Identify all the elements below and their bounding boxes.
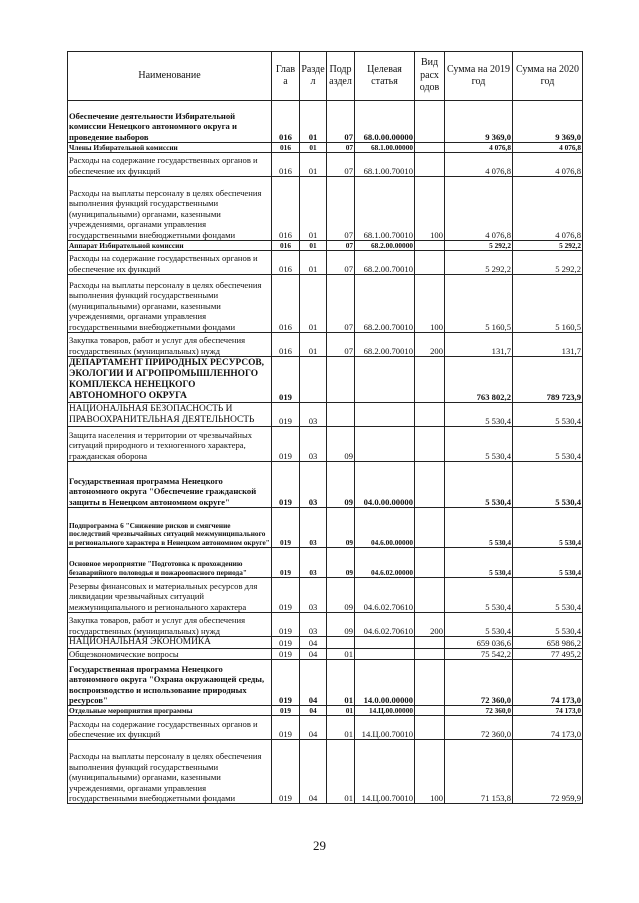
- row-vid: [415, 660, 445, 706]
- row-article: [355, 357, 415, 403]
- row-razdel: 04: [300, 740, 327, 804]
- row-podrazdel: 07: [327, 251, 355, 275]
- table-row: [68, 508, 583, 548]
- row-sum-2019: 9 369,0: [445, 101, 513, 143]
- table-row: [68, 153, 583, 177]
- row-article: 14.0.00.00000: [355, 660, 415, 706]
- row-article: 04.6.02.70610: [355, 578, 415, 613]
- row-name: Закупка товаров, работ и услуг для обеспечения государственных (муниципальных) нужд: [68, 613, 272, 637]
- header-vid: Вид расх одов: [415, 52, 445, 101]
- row-razdel: 03: [300, 403, 327, 427]
- row-name: Основное мероприятие "Подготовка к прохождению безаварийного половодья и пожароопасного периода": [68, 548, 272, 578]
- row-razdel: 04: [300, 706, 327, 716]
- row-podrazdel: 09: [327, 578, 355, 613]
- row-sum-2019: 5 530,4: [445, 462, 513, 508]
- row-sum-2019: 75 542,2: [445, 649, 513, 660]
- row-vid: [415, 241, 445, 251]
- row-article: 68.0.00.00000: [355, 101, 415, 143]
- row-vid: [415, 508, 445, 548]
- table-row: [68, 177, 583, 241]
- table-row: [68, 578, 583, 613]
- row-glava: 016: [272, 251, 300, 275]
- header-name: Наименование: [68, 52, 272, 101]
- row-article: [355, 637, 415, 649]
- row-glava: 016: [272, 241, 300, 251]
- row-sum-2019: 5 160,5: [445, 275, 513, 333]
- row-name: Закупка товаров, работ и услуг для обеспечения государственных (муниципальных) нужд: [68, 333, 272, 357]
- table-row: [68, 637, 583, 649]
- table-header-row: [68, 52, 583, 101]
- row-razdel: 03: [300, 578, 327, 613]
- row-podrazdel: [327, 357, 355, 403]
- row-vid: [415, 101, 445, 143]
- table-row: [68, 740, 583, 804]
- row-razdel: 04: [300, 716, 327, 740]
- row-podrazdel: 07: [327, 275, 355, 333]
- row-sum-2019: 5 530,4: [445, 403, 513, 427]
- row-vid: [415, 251, 445, 275]
- row-podrazdel: 07: [327, 177, 355, 241]
- row-sum-2019: 72 360,0: [445, 706, 513, 716]
- row-razdel: 01: [300, 143, 327, 153]
- row-podrazdel: [327, 403, 355, 427]
- row-vid: 200: [415, 613, 445, 637]
- row-sum-2020: 74 173,0: [513, 716, 583, 740]
- row-vid: 100: [415, 275, 445, 333]
- row-name: Расходы на содержание государственных органов и обеспечение их функций: [68, 716, 272, 740]
- row-vid: [415, 548, 445, 578]
- row-sum-2020: 5 530,4: [513, 578, 583, 613]
- row-name: Расходы на содержание государственных органов и обеспечение их функций: [68, 153, 272, 177]
- row-glava: 016: [272, 275, 300, 333]
- row-sum-2020: 5 530,4: [513, 548, 583, 578]
- row-glava: 016: [272, 333, 300, 357]
- row-glava: 016: [272, 143, 300, 153]
- table-row: [68, 275, 583, 333]
- row-vid: [415, 578, 445, 613]
- table-row: [68, 716, 583, 740]
- row-name: НАЦИОНАЛЬНАЯ БЕЗОПАСНОСТЬ И ПРАВООХРАНИТЕЛЬНАЯ ДЕЯТЕЛЬНОСТЬ: [68, 403, 272, 427]
- row-sum-2019: 72 360,0: [445, 716, 513, 740]
- row-vid: [415, 637, 445, 649]
- row-razdel: 01: [300, 101, 327, 143]
- row-podrazdel: 09: [327, 462, 355, 508]
- row-vid: [415, 716, 445, 740]
- row-podrazdel: 07: [327, 241, 355, 251]
- row-sum-2020: 72 959,9: [513, 740, 583, 804]
- table-row: [68, 143, 583, 153]
- row-razdel: 01: [300, 177, 327, 241]
- row-podrazdel: 01: [327, 740, 355, 804]
- table-row: [68, 403, 583, 427]
- header-podrazdel: Подр аздел: [327, 52, 355, 101]
- row-sum-2019: 4 076,8: [445, 177, 513, 241]
- row-glava: 019: [272, 706, 300, 716]
- row-name: НАЦИОНАЛЬНАЯ ЭКОНОМИКА: [68, 637, 272, 649]
- row-vid: [415, 427, 445, 462]
- row-vid: [415, 462, 445, 508]
- row-razdel: 03: [300, 613, 327, 637]
- row-vid: [415, 357, 445, 403]
- row-glava: 019: [272, 403, 300, 427]
- row-name: Государственная программа Ненецкого автономного округа "Охрана окружающей среды, воспроизводство и использование природных ресурсов": [68, 660, 272, 706]
- row-name: Защита населения и территории от чрезвычайных ситуаций природного и техногенного характера, гражданская оборона: [68, 427, 272, 462]
- header-sum-2019: Сумма на 2019 год: [445, 52, 513, 101]
- row-glava: 019: [272, 357, 300, 403]
- row-sum-2020: 74 173,0: [513, 660, 583, 706]
- row-razdel: [300, 357, 327, 403]
- row-article: 68.2.00.70010: [355, 333, 415, 357]
- row-sum-2019: 5 530,4: [445, 578, 513, 613]
- row-name: Расходы на выплаты персоналу в целях обеспечения выполнения функций государственными (муниципальными) органами, казенными учреждениями, органами управления государственными внебюджетными фондами: [68, 275, 272, 333]
- row-glava: 016: [272, 153, 300, 177]
- row-razdel: 03: [300, 427, 327, 462]
- header-razdel: Разде л: [300, 52, 327, 101]
- row-article: 04.0.00.00000: [355, 462, 415, 508]
- table-row: [68, 241, 583, 251]
- row-razdel: 03: [300, 462, 327, 508]
- row-name: ДЕПАРТАМЕНТ ПРИРОДНЫХ РЕСУРСОВ, ЭКОЛОГИИ И АГРОПРОМЫШЛЕННОГО КОМПЛЕКСА НЕНЕЦКОГО АВТОНОМНОГО ОКРУГА: [68, 357, 272, 403]
- row-sum-2019: 4 076,8: [445, 143, 513, 153]
- row-sum-2020: 5 530,4: [513, 427, 583, 462]
- row-razdel: 03: [300, 548, 327, 578]
- row-vid: [415, 649, 445, 660]
- row-glava: 019: [272, 716, 300, 740]
- row-article: 14.Ц.00.00000: [355, 706, 415, 716]
- row-razdel: 01: [300, 241, 327, 251]
- row-razdel: 01: [300, 251, 327, 275]
- row-sum-2019: 131,7: [445, 333, 513, 357]
- row-sum-2019: 5 530,4: [445, 508, 513, 548]
- row-sum-2020: 5 292,2: [513, 241, 583, 251]
- table-row: [68, 613, 583, 637]
- row-sum-2020: 9 369,0: [513, 101, 583, 143]
- row-sum-2019: 5 530,4: [445, 427, 513, 462]
- row-sum-2019: 5 530,4: [445, 548, 513, 578]
- row-name: Общеэкономические вопросы: [68, 649, 272, 660]
- row-sum-2019: 72 360,0: [445, 660, 513, 706]
- row-glava: 016: [272, 177, 300, 241]
- row-razdel: 04: [300, 660, 327, 706]
- row-vid: [415, 143, 445, 153]
- row-article: 68.2.00.00000: [355, 241, 415, 251]
- table-row: [68, 660, 583, 706]
- row-vid: [415, 706, 445, 716]
- row-sum-2019: 5 292,2: [445, 251, 513, 275]
- row-name: Резервы финансовых и материальных ресурсов для ликвидации чрезвычайных ситуаций межмуниципального и регионального характера: [68, 578, 272, 613]
- row-vid: 100: [415, 740, 445, 804]
- row-sum-2020: 789 723,9: [513, 357, 583, 403]
- row-sum-2020: 74 173,0: [513, 706, 583, 716]
- table-row: [68, 101, 583, 143]
- row-article: 68.1.00.00000: [355, 143, 415, 153]
- row-article: 04.6.00.00000: [355, 508, 415, 548]
- row-podrazdel: 07: [327, 153, 355, 177]
- row-razdel: 04: [300, 649, 327, 660]
- row-sum-2020: 5 292,2: [513, 251, 583, 275]
- header-article: Целевая статья: [355, 52, 415, 101]
- row-podrazdel: 01: [327, 649, 355, 660]
- row-sum-2019: 763 802,2: [445, 357, 513, 403]
- table-row: [68, 333, 583, 357]
- row-podrazdel: 07: [327, 101, 355, 143]
- row-sum-2019: 71 153,8: [445, 740, 513, 804]
- row-podrazdel: 01: [327, 706, 355, 716]
- row-sum-2020: 4 076,8: [513, 143, 583, 153]
- row-podrazdel: 09: [327, 508, 355, 548]
- row-razdel: 01: [300, 275, 327, 333]
- row-article: [355, 427, 415, 462]
- row-vid: 100: [415, 177, 445, 241]
- row-podrazdel: 09: [327, 427, 355, 462]
- row-article: 14.Ц.00.70010: [355, 740, 415, 804]
- row-glava: 019: [272, 427, 300, 462]
- row-name: Обеспечение деятельности Избирательной комиссии Ненецкого автономного округа и проведение выборов: [68, 101, 272, 143]
- table-row: [68, 462, 583, 508]
- row-glava: 019: [272, 548, 300, 578]
- row-article: 68.2.00.70010: [355, 275, 415, 333]
- row-sum-2020: 4 076,8: [513, 153, 583, 177]
- row-name: Расходы на содержание государственных органов и обеспечение их функций: [68, 251, 272, 275]
- table-row: [68, 357, 583, 403]
- table-row: [68, 251, 583, 275]
- table-row: [68, 706, 583, 716]
- row-sum-2020: 131,7: [513, 333, 583, 357]
- row-sum-2019: 5 530,4: [445, 613, 513, 637]
- row-podrazdel: 09: [327, 548, 355, 578]
- row-article: [355, 649, 415, 660]
- row-razdel: 01: [300, 333, 327, 357]
- row-name: Члены Избирательной комиссии: [68, 143, 272, 153]
- row-glava: 019: [272, 740, 300, 804]
- row-sum-2020: 4 076,8: [513, 177, 583, 241]
- row-glava: 019: [272, 578, 300, 613]
- row-razdel: 04: [300, 637, 327, 649]
- row-sum-2020: 5 160,5: [513, 275, 583, 333]
- row-podrazdel: 07: [327, 333, 355, 357]
- row-glava: 019: [272, 462, 300, 508]
- row-glava: 019: [272, 508, 300, 548]
- row-sum-2019: 4 076,8: [445, 153, 513, 177]
- budget-table: [67, 51, 583, 804]
- row-podrazdel: 01: [327, 716, 355, 740]
- row-glava: 019: [272, 613, 300, 637]
- row-razdel: 01: [300, 153, 327, 177]
- row-article: [355, 403, 415, 427]
- row-vid: 200: [415, 333, 445, 357]
- row-sum-2020: 5 530,4: [513, 508, 583, 548]
- row-glava: 019: [272, 637, 300, 649]
- row-podrazdel: 07: [327, 143, 355, 153]
- row-article: 68.1.00.70010: [355, 177, 415, 241]
- header-glava: Глав а: [272, 52, 300, 101]
- row-sum-2019: 5 292,2: [445, 241, 513, 251]
- row-article: 04.6.02.00000: [355, 548, 415, 578]
- row-vid: [415, 153, 445, 177]
- row-podrazdel: [327, 637, 355, 649]
- row-article: 14.Ц.00.70010: [355, 716, 415, 740]
- table-row: [68, 548, 583, 578]
- table-row: [68, 649, 583, 660]
- row-sum-2019: 659 036,6: [445, 637, 513, 649]
- row-sum-2020: 5 530,4: [513, 462, 583, 508]
- header-sum-2020: Сумма на 2020 год: [513, 52, 583, 101]
- row-sum-2020: 658 986,2: [513, 637, 583, 649]
- row-article: 68.2.00.70010: [355, 251, 415, 275]
- row-podrazdel: 09: [327, 613, 355, 637]
- table-row: [68, 427, 583, 462]
- page-number: 29: [313, 838, 326, 853]
- row-glava: 019: [272, 660, 300, 706]
- row-podrazdel: 01: [327, 660, 355, 706]
- row-sum-2020: 5 530,4: [513, 613, 583, 637]
- row-article: 04.6.02.70610: [355, 613, 415, 637]
- row-razdel: 03: [300, 508, 327, 548]
- row-name: Отдельные мероприятия программы: [68, 706, 272, 716]
- row-name: Подпрограмма 6 "Снижение рисков и смягчение последствий чрезвычайных ситуаций межмуниципального и регионального характера в Ненецком автономном округе": [68, 508, 272, 548]
- row-vid: [415, 403, 445, 427]
- row-name: Государственная программа Ненецкого автономного округа "Обеспечение гражданской защиты в Ненецком автономном округе": [68, 462, 272, 508]
- row-sum-2020: 77 495,2: [513, 649, 583, 660]
- row-name: Расходы на выплаты персоналу в целях обеспечения выполнения функций государственными (муниципальными) органами, казенными учреждениями, органами управления государственными внебюджетными фондами: [68, 177, 272, 241]
- row-name: Аппарат Избирательной комиссии: [68, 241, 272, 251]
- row-name: Расходы на выплаты персоналу в целях обеспечения выполнения функций государственными (муниципальными) органами, казенными учреждениями, органами управления государственными внебюджетными фондами: [68, 740, 272, 804]
- row-article: 68.1.00.70010: [355, 153, 415, 177]
- row-sum-2020: 5 530,4: [513, 403, 583, 427]
- row-glava: 019: [272, 649, 300, 660]
- row-glava: 016: [272, 101, 300, 143]
